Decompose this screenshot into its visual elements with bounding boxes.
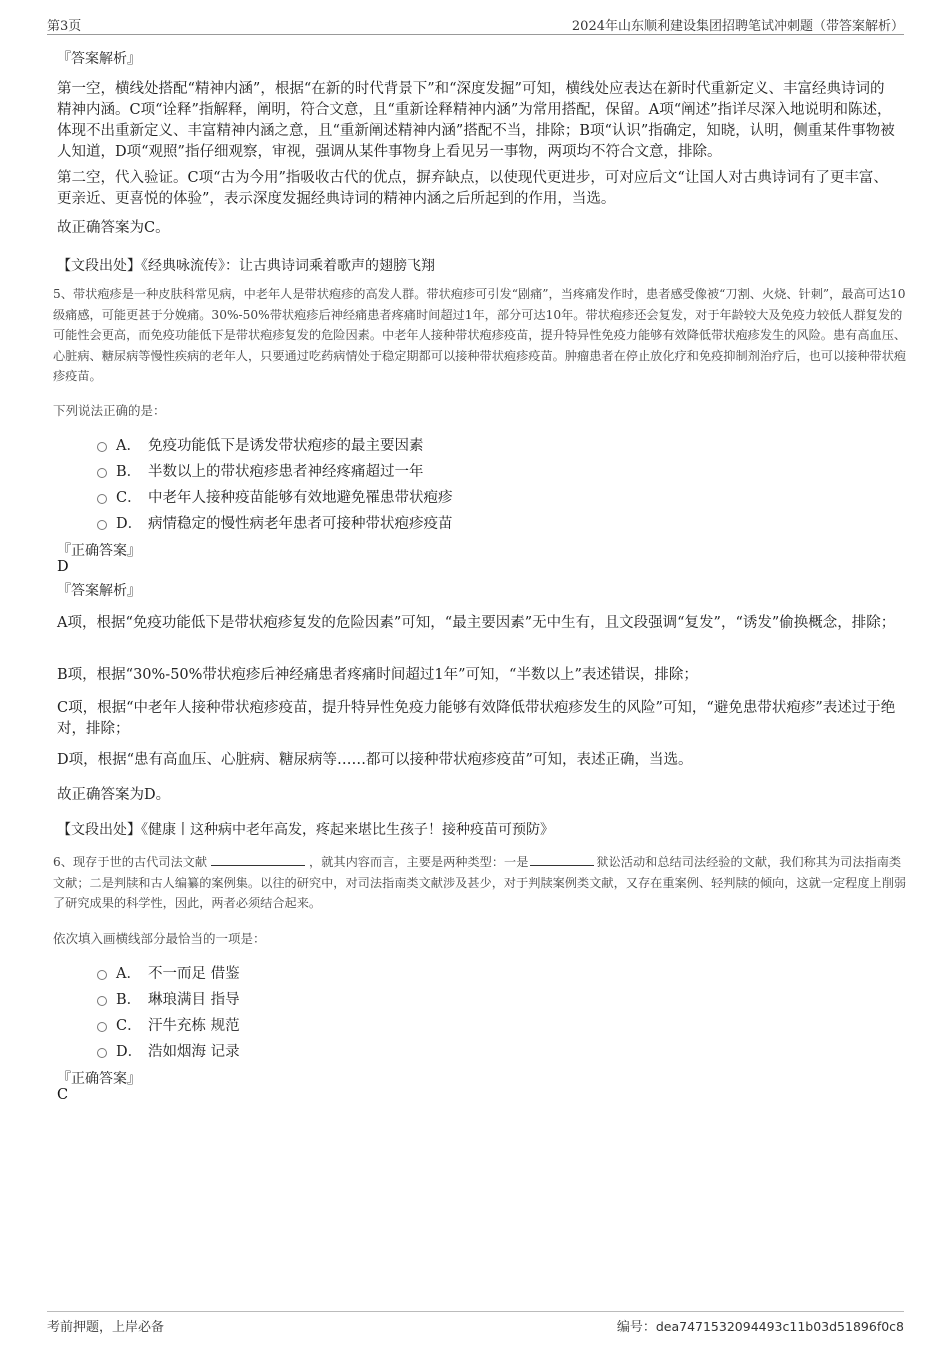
radio-icon[interactable] — [97, 1048, 107, 1058]
radio-icon[interactable] — [97, 1022, 107, 1032]
q6-prompt: 依次填入画横线部分最恰当的一项是： — [53, 931, 266, 946]
q6-answer-tag: 『正确答案』 — [57, 1071, 141, 1087]
q6-answer: C — [57, 1087, 69, 1103]
q6-text: 6、现存于世的古代司法文献 ，就其内容而言，主要是两种类型：一是 狱讼活动和总结司法经验的文献，我们称其为司法指南类文献；二是判牍和古人编纂的案例集。以往的研究中，对司法指南类文献涉及甚少，对于判牍案例类文献，又存在重案例、轻判牍的倾向，这就一定程度上削弱了研究成果的科学性，因此，两者必须结合起来。 — [53, 855, 907, 910]
q5-prompt: 下列说法正确的是： — [53, 403, 166, 418]
q5-option-a[interactable]: A． 免疫功能低下是诱发带状疱疹的最主要因素 — [97, 434, 424, 455]
document-title: 2024年山东顺利建设集团招聘笔试冲刺题（带答案解析） — [571, 19, 904, 34]
radio-icon[interactable] — [97, 494, 107, 504]
radio-icon[interactable] — [97, 520, 107, 530]
q5-answer: D — [57, 559, 69, 575]
q5-option-b[interactable]: B． 半数以上的带状疱疹患者神经疼痛超过一年 — [97, 460, 424, 481]
q5-text: 5、带状疱疹是一种皮肤科常见病，中老年人是带状疱疹的高发人群。带状疱疹可引发“剧痛”，当疼痛发作时，患者感受像被“刀割、火烧、针刺”，最高可达10级痛感，可能更甚于分娩痛。30%-50%带状疱疹后神经痛患者疼痛时间超过1年，部分可达10年。带状疱疹还会复发，对于年龄较大及免疫力较低人群复发的可能性会更高，而免疫功能低下是带状疱疹复发的危险因素。中老年人接种带状疱疹疫苗，提升特异性免疫力能够有效降低带状疱疹发生的风险。患有高血压、心脏病、糖尿病等慢性疾病的老年人，只要通过吃药病情处于稳定期都可以接种带状疱疹疫苗。肿瘤患者在停止放化疗和免疫抑制剂治疗后，也可以接种带状疱疹疫苗。 — [53, 287, 907, 383]
footer-code: 编号：dea7471532094493c11b03d51896f0c8 — [616, 1319, 904, 1335]
q5-analysis-a: A项，根据“免疫功能低下是带状疱疹复发的危险因素”可知，“最主要因素”无中生有，且文段强调“复发”，“诱发”偷换概念，排除； — [57, 615, 896, 631]
blank-line — [211, 853, 305, 866]
q6-option-d[interactable]: D． 浩如烟海 记录 — [97, 1040, 240, 1061]
q5-analysis-b: B项，根据“30%-50%带状疱疹后神经痛患者疼痛时间超过1年”可知，“半数以上”表述错误，排除； — [57, 667, 698, 683]
q4-conclusion: 故正确答案为C。 — [57, 220, 170, 236]
radio-icon[interactable] — [97, 996, 107, 1006]
page-number: 第3页 — [47, 19, 82, 34]
q5-option-d[interactable]: D． 病情稳定的慢性病老年患者可接种带状疱疹疫苗 — [97, 512, 453, 533]
page-footer — [47, 1311, 904, 1334]
q4-analysis-tag: 『答案解析』 — [57, 51, 141, 67]
q6-option-a[interactable]: A． 不一而足 借鉴 — [97, 962, 240, 983]
q4-source: 【文段出处】《经典咏流传》：让古典诗词乘着歌声的翅膀飞翔 — [57, 258, 435, 274]
q5-option-c[interactable]: C． 中老年人接种疫苗能够有效地避免罹患带状疱疹 — [97, 486, 453, 507]
q6-option-b[interactable]: B． 琳琅满目 指导 — [97, 988, 240, 1009]
radio-icon[interactable] — [97, 468, 107, 478]
q5-source: 【文段出处】《健康丨这种病中老年高发，疼起来堪比生孩子！接种疫苗可预防》 — [57, 822, 554, 838]
q5-answer-tag: 『正确答案』 — [57, 543, 141, 559]
page-header — [47, 14, 904, 35]
q5-analysis-d: D项，根据“患有高血压、心脏病、糖尿病等……都可以接种带状疱疹疫苗”可知，表述正确，当选。 — [57, 752, 693, 768]
q4-analysis-para1: 第一空，横线处搭配“精神内涵”，根据“在新的时代背景下”和“深度发掘”可知，横线处应表达在新时代重新定义、丰富经典诗词的精神内涵。C项“诠释”指解释，阐明，符合文意，且“重新诠释精神内涵”为常用搭配，保留。A项“阐述”指详尽深入地说明和陈述，体现不出重新定义、丰富精神内涵之意，且“重新阐述精神内涵”搭配不当，排除；B项“认识”指确定，知晓，认明，侧重某件事物被人知道，D项“观照”指仔细观察，审视，强调从某件事物身上看见另一事物，两项均不符合文意，排除。 — [57, 81, 895, 160]
q5-analysis-c: C项，根据“中老年人接种带状疱疹疫苗，提升特异性免疫力能够有效降低带状疱疹发生的风险”可知，“避免患带状疱疹”表述过于绝对，排除； — [57, 700, 896, 737]
footer-slogan: 考前押题，上岸必备 — [47, 1320, 165, 1335]
q5-analysis-tag: 『答案解析』 — [57, 583, 141, 599]
radio-icon[interactable] — [97, 442, 107, 452]
q5-conclusion: 故正确答案为D。 — [57, 787, 171, 803]
radio-icon[interactable] — [97, 970, 107, 980]
blank-line — [530, 853, 594, 866]
q4-analysis-para2: 第二空，代入验证。C项“古为今用”指吸收古代的优点，摒弃缺点，以使现代更进步，可对应后文“让国人对古典诗词有了更丰富、更亲近、更喜悦的体验”，表示深度发掘经典诗词的精神内涵之后所起到的作用，当选。 — [57, 170, 888, 207]
q6-option-c[interactable]: C． 汗牛充栋 规范 — [97, 1014, 240, 1035]
